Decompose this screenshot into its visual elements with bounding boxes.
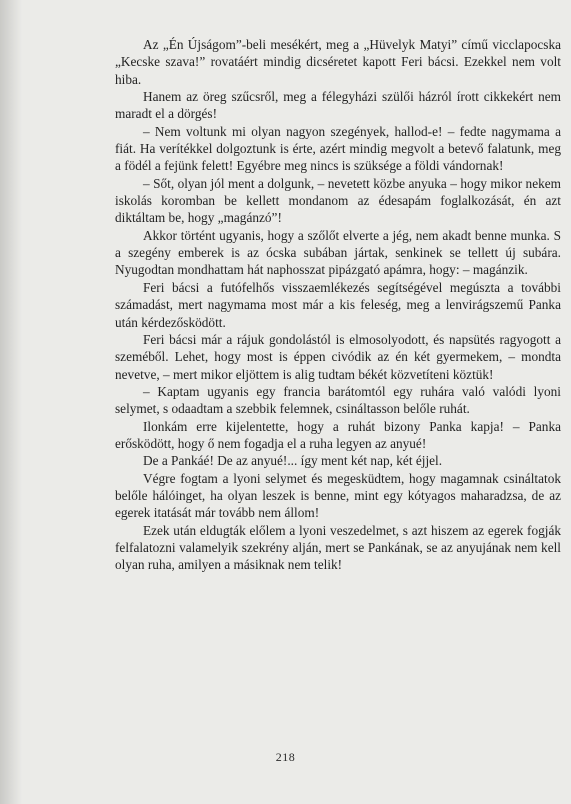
page-number: 218 — [275, 750, 296, 764]
paragraph: – Sőt, olyan jól ment a dolgunk, – nevetett közbe anyuka – hogy mikor nekem iskolás koromban be kellett mondanom az édesapám foglalkozását, én azt diktáltam be, hogy „magánzó”! — [115, 175, 561, 226]
paragraph: – Nem voltunk mi olyan nagyon szegények, hallod-e! – fedte nagymama a fiát. Ha verítékkel dolgoztunk is érte, azért mindig megvolt a betevő falatunk, meg a födél a fejünk felett! Egyébre meg nincs is szüksége a földi vándornak! — [115, 123, 561, 174]
page-edge-shadow — [0, 0, 22, 804]
paragraph: Ezek után eldugták előlem a lyoni veszedelmet, s azt hiszem az egerek fogják felfalatozni valamelyik szekrény alján, mert se Pankának, se az anyujának nem kell olyan ruha, amilyen a másiknak nem telik! — [115, 522, 561, 573]
body-text — [115, 36, 561, 574]
paragraph: Feri bácsi a futófelhős visszaemlékezés segítségével megúszta a további számadást, mert nagymama most már a kis feleség, meg a lenvirágszemű Panka után kérdezősködött. — [115, 279, 561, 330]
paragraph: De a Pankáé! De az anyué!... így ment két nap, két éjjel. — [143, 453, 443, 469]
paragraph: Hanem az öreg szűcsről, meg a félegyházi szülői házról írott cikkekért nem maradt el a dörgés! — [115, 89, 561, 122]
paragraph: Feri bácsi már a rájuk gondolástól is elmosolyodott, és napsütés ragyogott a szeméből. Lehet, hogy most is éppen civódik az én két gyermekem, – mondta nevetve, – mert mikor eljöttem is alig tudtam békét közvetíteni köztük! — [115, 331, 561, 382]
paragraph: – Kaptam ugyanis egy francia barátomtól egy ruhára való valódi lyoni selymet, s odaadtam a szebbik felemnek, csináltasson belőle ruhát. — [115, 383, 561, 417]
paragraph: Akkor történt ugyanis, hogy a szőlőt elverte a jég, nem akadt benne munka. S a szegény emberek is az ócska subában jártak, senkinek se tellett új subára. Nyugodtan mondhattam hát naphosszat pipázgató apámra, hogy: – magánzik. — [115, 227, 561, 278]
paragraph: Végre fogtam a lyoni selymet és megesküdtem, hogy magamnak csináltatok belőle hálóinget, ha olyan leszek is benne, mint egy kótyagos maharadzsa, de az egerek itatását már tovább nem állom! — [115, 470, 561, 521]
paragraph: Ilonkám erre kijelentette, hogy a ruhát bizony Panka kapja! – Panka erősködött, hogy ő nem fogadja el a ruha legyen az anyué! — [115, 418, 561, 451]
paragraph: Az „Én Újságom”-beli mesékért, meg a „Hüvelyk Matyi” című vicclapocska „Kecske szava!” rovatáért mindig dicséretet kapott Feri bácsi. Ezekkel nem volt hiba. — [115, 37, 561, 87]
